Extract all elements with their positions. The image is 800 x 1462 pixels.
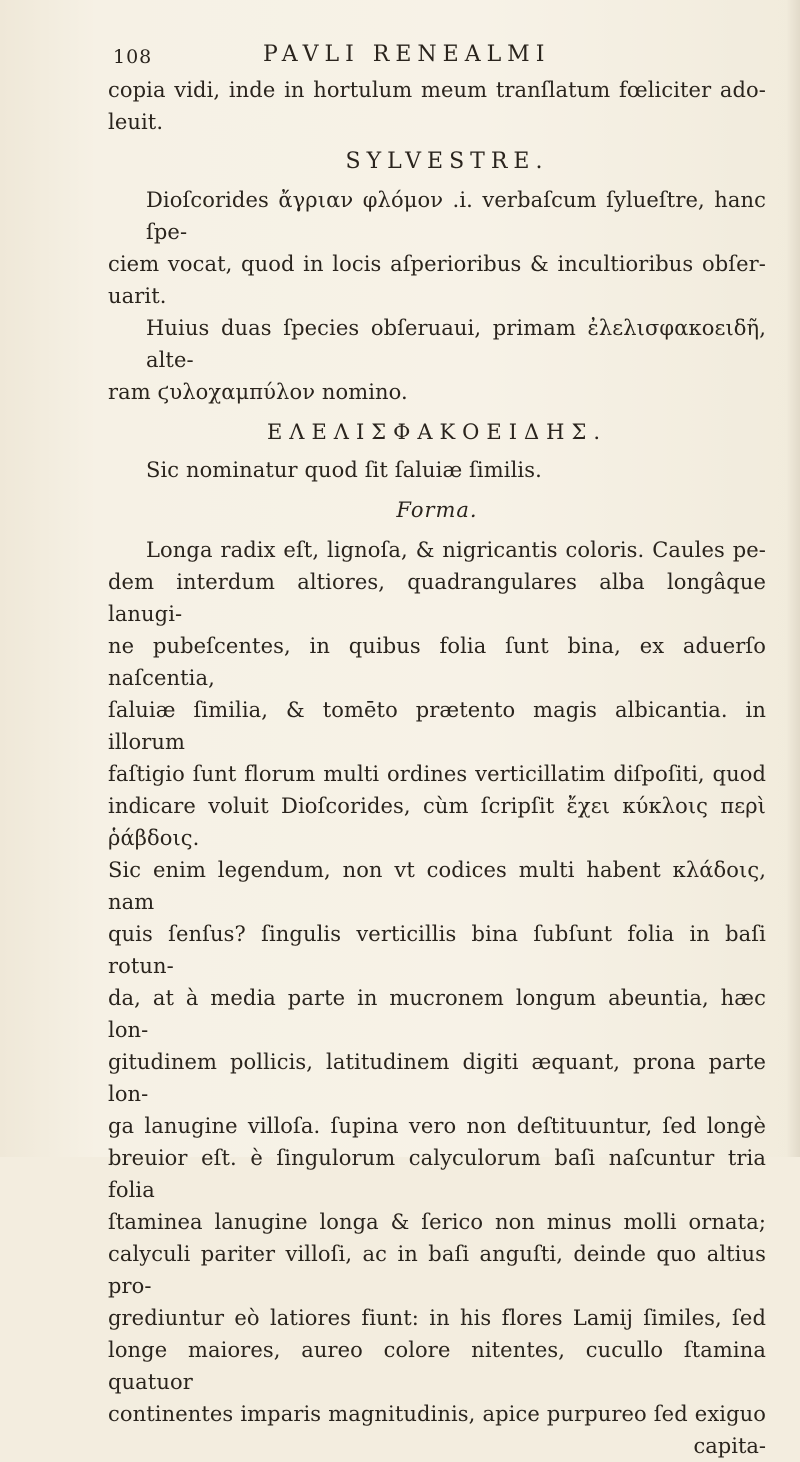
text-line: Dioſcorides ἄγριαν φλόμον .i. verbaſcum ſylueſtre, hanc ſpe- <box>146 188 766 244</box>
text-line: leuit. <box>108 110 164 134</box>
text-line: indicare voluit Dioſcorides, cùm ſcripſit ἔχει κύκλοις περὶ ῥάβδοις. <box>108 794 766 850</box>
text-line: ga lanugine villoſa. ſupina vero non deſtituuntur, ſed longè <box>108 1114 766 1138</box>
text-line: continentes imparis magnitudinis, apice purpureo ſed exiguo <box>108 1402 766 1426</box>
text-line: Sic nominatur quod ſit ſaluiæ ſimilis. <box>146 458 542 482</box>
text-line: ne pubeſcentes, in quibus folia ſunt bina, ex aduerſo naſcentia, <box>108 634 766 690</box>
text-line: ſtaminea lanugine longa & ſerico non minus molli ornata; <box>108 1210 766 1234</box>
text-line: da, at à media parte in mucronem longum abeuntia, hæc lon- <box>108 986 766 1042</box>
text-line: Longa radix eſt, lignoſa, & nigricantis coloris. Caules pe- <box>146 538 766 562</box>
text-line: faſtigio ſunt florum multi ordines verticillatim diſpoſiti, quod <box>108 762 766 786</box>
text-line: copia vidi, inde in hortulum meum tranſlatum fœliciter ado- <box>108 78 766 102</box>
text-line: quis ſenſus? ſingulis verticillis bina ſubſunt folia in baſi rotun- <box>108 922 766 978</box>
text-line: breuior eſt. è ſingulorum calyculorum baſi naſcuntur tria folia <box>108 1146 766 1202</box>
text-line: Huius duas ſpecies obſeruaui, primam ἐλελισφακοειδῆ, alte- <box>146 316 766 372</box>
text-block <box>108 74 766 1462</box>
section-heading-forma: Forma. <box>396 498 478 522</box>
text-line: Sic enim legendum, non vt codices multi habent κλάδοις, nam <box>108 858 766 914</box>
text-line: longe maiores, aureo colore nitentes, cucullo ſtamina quatuor <box>108 1338 766 1394</box>
text-line: ram ϛυλοχαμπύλον nomino. <box>108 380 408 404</box>
text-line: ciem vocat, quod in locis aſperioribus & incultioribus obſer- <box>108 252 766 276</box>
text-line: gitudinem pollicis, latitudinem digiti æquant, prona parte lon- <box>108 1050 766 1106</box>
text-line: grediuntur eò latiores fiunt: in his flores Lamij ſimiles, ſed <box>108 1306 766 1330</box>
text-line: uarit. <box>108 284 167 308</box>
text-line: calyculi pariter villoſi, ac in baſi anguſti, deinde quo altius pro- <box>108 1242 766 1298</box>
running-head: PAVLI RENEALMI <box>263 42 551 67</box>
page-header <box>113 40 673 70</box>
page-edge-shadow <box>786 0 800 1157</box>
page-number: 108 <box>113 46 153 68</box>
catchword: capita- <box>693 1434 766 1458</box>
text-line: ſaluiæ ſimilia, & tomēto prætento magis albicantia. in illorum <box>108 698 766 754</box>
section-heading-sylvestre: SYLVESTRE. <box>345 149 549 174</box>
text-line: dem interdum altiores, quadrangulares alba longâque lanugi- <box>108 570 766 626</box>
section-heading-greek: ΕΛΕΛΙΣΦΑΚΟΕΙΔΗΣ. <box>266 420 608 444</box>
